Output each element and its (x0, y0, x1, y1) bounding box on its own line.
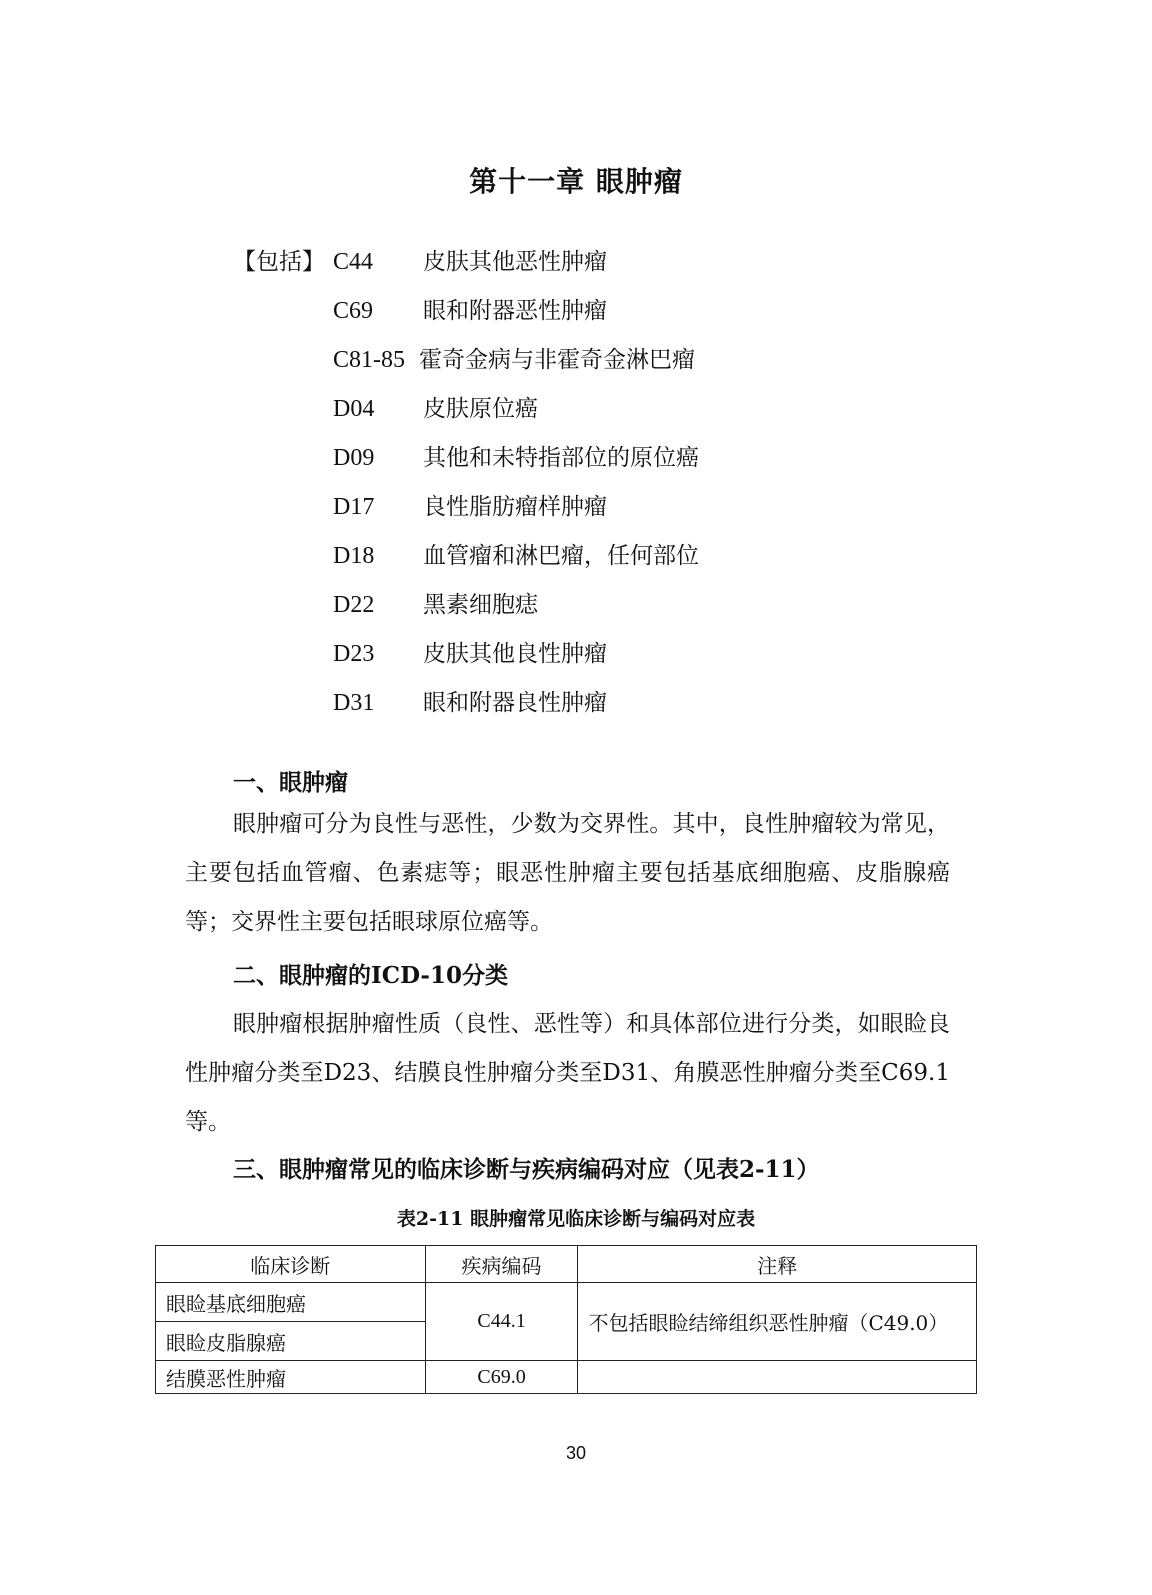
table-row (156, 1283, 977, 1322)
cell-code: C69.0 (425, 1361, 578, 1394)
section-body-1: 眼肿瘤可分为良性与恶性，少数为交界性。其中，良性肿瘤较为常见，主要包括血管瘤、色素痣等；眼恶性肿瘤主要包括基底细胞癌、皮脂腺癌等；交界性主要包括眼球原位癌等。 (185, 811, 950, 935)
include-desc: 血管瘤和淋巴瘤，任何部位 (423, 543, 699, 569)
cell-note: 不包括眼睑结缔组织恶性肿瘤（C49.0） (578, 1283, 977, 1361)
include-code: D22 (333, 592, 375, 618)
include-desc: 眼和附器恶性肿瘤 (423, 298, 607, 324)
header-code: 疾病编码 (425, 1246, 578, 1283)
include-code: D31 (333, 690, 375, 716)
include-desc: 皮肤原位癌 (423, 396, 538, 422)
include-desc: 皮肤其他良性肿瘤 (423, 641, 607, 667)
section-heading-3: 三、眼肿瘤常见的临床诊断与疾病编码对应（见表2-11） (233, 1156, 820, 1183)
section-heading-1: 一、眼肿瘤 (233, 769, 348, 796)
section-heading-2: 二、眼肿瘤的ICD-10分类 (233, 962, 508, 989)
page-number: 30 (565, 1443, 587, 1463)
cell-note (578, 1361, 977, 1394)
section-body-2: 眼肿瘤根据肿瘤性质（良性、恶性等）和具体部位进行分类，如眼睑良性肿瘤分类至D23、结膜良性肿瘤分类至D31、角膜恶性肿瘤分类至C69.1等。 (185, 1011, 950, 1135)
diagnosis-code-table (155, 1245, 977, 1394)
include-desc: 其他和未特指部位的原位癌 (423, 445, 699, 471)
header-diagnosis: 临床诊断 (156, 1246, 426, 1283)
include-desc: 眼和附器良性肿瘤 (423, 690, 607, 716)
cell-diagnosis: 眼睑基底细胞癌 (156, 1283, 426, 1322)
include-code: D18 (333, 543, 375, 569)
include-label: 【包括】 (233, 249, 325, 275)
include-code: D17 (333, 494, 375, 520)
include-code: D04 (333, 396, 375, 422)
cell-diagnosis: 眼睑皮脂腺癌 (156, 1322, 426, 1361)
include-desc: 良性脂肪瘤样肿瘤 (423, 494, 607, 520)
header-note: 注释 (578, 1246, 977, 1283)
include-code: D09 (333, 445, 375, 471)
include-desc: 霍奇金病与非霍奇金淋巴瘤 (419, 347, 695, 373)
table-row (156, 1361, 977, 1394)
table-caption: 表2-11 眼肿瘤常见临床诊断与编码对应表 (396, 1208, 756, 1230)
include-desc: 黑素细胞痣 (423, 592, 538, 618)
include-desc: 皮肤其他恶性肿瘤 (423, 249, 607, 275)
cell-code: C44.1 (425, 1283, 578, 1361)
include-code: C81-85 (333, 347, 405, 373)
include-code: C44 (333, 249, 374, 275)
table-header-row (156, 1246, 977, 1283)
cell-diagnosis: 结膜恶性肿瘤 (156, 1361, 426, 1394)
include-code: D23 (333, 641, 375, 667)
chapter-title: 第十一章 眼肿瘤 (469, 165, 683, 198)
include-code: C69 (333, 298, 374, 324)
